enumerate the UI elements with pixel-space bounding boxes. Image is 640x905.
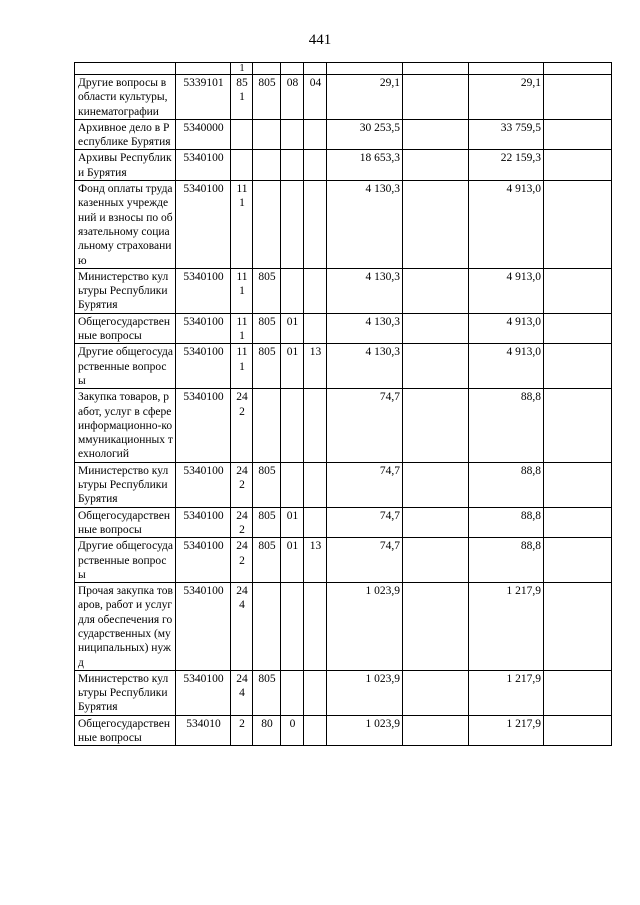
row-amount-3: 1 217,9 [469, 715, 544, 746]
row-name: Общегосударственные вопросы [75, 507, 176, 538]
row-amount-1: 30 253,5 [327, 119, 403, 150]
row-gr: 80 [253, 715, 281, 746]
row-gr [253, 389, 281, 462]
table-row [75, 150, 612, 181]
row-amount-4 [544, 670, 612, 715]
table-row [75, 181, 612, 269]
row-code: 5340100 [176, 670, 231, 715]
row-vr: 111 [231, 268, 253, 313]
row-amount-2 [403, 670, 469, 715]
row-name: Министерство культуры Республики Бурятия [75, 268, 176, 313]
row-vr: 111 [231, 181, 253, 269]
row-amount-3: 88,8 [469, 538, 544, 583]
row-name: Фонд оплаты труда казенных учреждений и взносы по обязательному социальному страхованию [75, 181, 176, 269]
table-row [75, 344, 612, 389]
row-vr [231, 150, 253, 181]
row-name: Министерство культуры Республики Бурятия [75, 462, 176, 507]
row-code: 534010 [176, 715, 231, 746]
row-code: 5340100 [176, 538, 231, 583]
row-pr [304, 150, 327, 181]
row-amount-2 [403, 268, 469, 313]
row-amount-2 [403, 389, 469, 462]
row-amount-3: 33 759,5 [469, 119, 544, 150]
row-vr: 2 [231, 715, 253, 746]
row-amount-4 [544, 715, 612, 746]
row-amount-1: 29,1 [327, 75, 403, 120]
row-amount-4 [544, 389, 612, 462]
table-row [75, 583, 612, 671]
row-rz [281, 389, 304, 462]
table-row [75, 313, 612, 344]
row-vr: 242 [231, 538, 253, 583]
row-amount-1: 74,7 [327, 389, 403, 462]
table-row [75, 507, 612, 538]
row-amount-4 [544, 538, 612, 583]
row-gr: 805 [253, 670, 281, 715]
row-code: 5340100 [176, 583, 231, 671]
row-gr: 805 [253, 462, 281, 507]
row-rz [281, 119, 304, 150]
row-code: 5340100 [176, 389, 231, 462]
row-amount-4 [544, 344, 612, 389]
row-amount-2 [403, 715, 469, 746]
row-amount-2 [403, 344, 469, 389]
row-amount-3: 88,8 [469, 507, 544, 538]
row-amount-2 [403, 75, 469, 120]
row-amount-3: 4 913,0 [469, 344, 544, 389]
row-gr: 805 [253, 507, 281, 538]
row-amount-1: 4 130,3 [327, 268, 403, 313]
row-amount-3: 88,8 [469, 462, 544, 507]
row-name: Архивы Республики Бурятия [75, 150, 176, 181]
row-gr: 805 [253, 344, 281, 389]
row-rz: 01 [281, 538, 304, 583]
row-gr [253, 150, 281, 181]
row-amount-2 [403, 583, 469, 671]
row-amount-4 [544, 583, 612, 671]
row-rz [281, 268, 304, 313]
row-rz: 08 [281, 75, 304, 120]
row-amount-4 [544, 507, 612, 538]
row-amount-4 [544, 181, 612, 269]
row-rz [281, 670, 304, 715]
row-gr: 805 [253, 313, 281, 344]
budget-table [74, 62, 612, 746]
row-vr: 111 [231, 344, 253, 389]
row-pr [304, 119, 327, 150]
row-vr: 242 [231, 389, 253, 462]
row-amount-1: 1 023,9 [327, 670, 403, 715]
row-gr [253, 583, 281, 671]
row-gr: 805 [253, 75, 281, 120]
row-gr: 805 [253, 268, 281, 313]
row-rz [281, 583, 304, 671]
row-vr: 242 [231, 507, 253, 538]
row-pr [304, 462, 327, 507]
row-rz [281, 462, 304, 507]
table-row [75, 462, 612, 507]
row-pr [304, 583, 327, 671]
row-pr [304, 507, 327, 538]
row-code: 5339101 [176, 75, 231, 120]
row-name: Общегосударственные вопросы [75, 715, 176, 746]
row-amount-2 [403, 181, 469, 269]
row-name: Прочая закупка товаров, работ и услуг для обеспечения государственных (муниципальных) нужд [75, 583, 176, 671]
row-amount-4 [544, 119, 612, 150]
row-vr: 111 [231, 313, 253, 344]
row-amount-4 [544, 313, 612, 344]
row-name: Общегосударственные вопросы [75, 313, 176, 344]
row-amount-3: 4 913,0 [469, 313, 544, 344]
row-amount-4 [544, 462, 612, 507]
row-rz [281, 150, 304, 181]
row-amount-3: 1 217,9 [469, 670, 544, 715]
row-vr: 851 [231, 75, 253, 120]
row-amount-1: 4 130,3 [327, 313, 403, 344]
row-pr: 13 [304, 538, 327, 583]
row-amount-1: 74,7 [327, 538, 403, 583]
row-rz [281, 181, 304, 269]
row-amount-1: 74,7 [327, 507, 403, 538]
row-code: 5340100 [176, 344, 231, 389]
table-row [75, 268, 612, 313]
row-amount-4 [544, 75, 612, 120]
row-code: 5340100 [176, 150, 231, 181]
row-rz: 0 [281, 715, 304, 746]
row-gr: 805 [253, 538, 281, 583]
row-code: 5340100 [176, 181, 231, 269]
row-name: Другие общегосударственные вопросы [75, 538, 176, 583]
row-amount-3: 29,1 [469, 75, 544, 120]
row-amount-2 [403, 462, 469, 507]
row-amount-3: 22 159,3 [469, 150, 544, 181]
row-amount-4 [544, 150, 612, 181]
row-rz: 01 [281, 507, 304, 538]
row-amount-3: 4 913,0 [469, 268, 544, 313]
table-row [75, 715, 612, 746]
row-amount-2 [403, 313, 469, 344]
row-code: 5340100 [176, 313, 231, 344]
row-rz: 01 [281, 344, 304, 389]
row-amount-1: 4 130,3 [327, 344, 403, 389]
page-number: 441 [308, 32, 332, 48]
row-gr [253, 119, 281, 150]
row-amount-2 [403, 150, 469, 181]
row-pr: 13 [304, 344, 327, 389]
row-name: Архивное дело в Республике Бурятия [75, 119, 176, 150]
row-amount-2 [403, 538, 469, 583]
row-pr: 04 [304, 75, 327, 120]
row-code: 5340100 [176, 268, 231, 313]
row-pr [304, 389, 327, 462]
table-row [75, 119, 612, 150]
row-vr [231, 119, 253, 150]
row-pr [304, 181, 327, 269]
row-name: Другие общегосударственные вопросы [75, 344, 176, 389]
row-vr: 244 [231, 583, 253, 671]
row-amount-2 [403, 119, 469, 150]
row-name: Другие вопросы в области культуры, кинематографии [75, 75, 176, 120]
row-pr [304, 670, 327, 715]
row-vr: 242 [231, 462, 253, 507]
row-code: 5340100 [176, 507, 231, 538]
row-code: 5340100 [176, 462, 231, 507]
row-pr [304, 715, 327, 746]
row-amount-2 [403, 507, 469, 538]
table-row [75, 538, 612, 583]
row-gr [253, 181, 281, 269]
header-cell: 1 [231, 63, 253, 75]
row-amount-1: 4 130,3 [327, 181, 403, 269]
row-pr [304, 313, 327, 344]
row-name: Закупка товаров, работ, услуг в сфере информационно-коммуникационных технологий [75, 389, 176, 462]
table-row [75, 75, 612, 120]
row-amount-3: 4 913,0 [469, 181, 544, 269]
row-amount-4 [544, 268, 612, 313]
header-row [75, 63, 612, 75]
row-pr [304, 268, 327, 313]
row-amount-1: 1 023,9 [327, 715, 403, 746]
row-amount-3: 88,8 [469, 389, 544, 462]
row-amount-1: 18 653,3 [327, 150, 403, 181]
table-row [75, 389, 612, 462]
row-amount-1: 1 023,9 [327, 583, 403, 671]
row-name: Министерство культуры Республики Бурятия [75, 670, 176, 715]
table-row [75, 670, 612, 715]
row-amount-1: 74,7 [327, 462, 403, 507]
row-vr: 244 [231, 670, 253, 715]
row-code: 5340000 [176, 119, 231, 150]
row-rz: 01 [281, 313, 304, 344]
row-amount-3: 1 217,9 [469, 583, 544, 671]
